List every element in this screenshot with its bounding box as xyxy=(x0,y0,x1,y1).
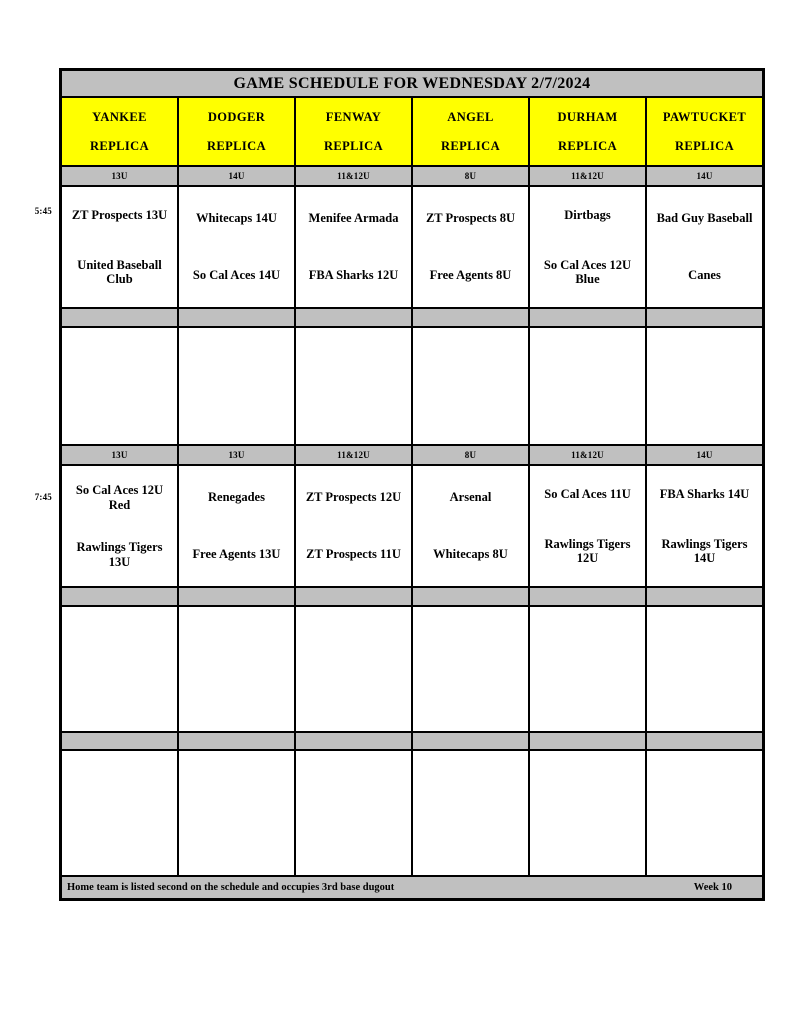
away-team: So Cal Aces 11U xyxy=(544,486,631,501)
separator-cell xyxy=(62,588,177,605)
schedule-table xyxy=(59,68,765,901)
game-cell xyxy=(530,187,645,307)
game-cell xyxy=(296,187,411,307)
home-team: Rawlings Tigers 12U xyxy=(544,536,631,565)
separator-cell xyxy=(647,588,762,605)
empty-cell xyxy=(62,328,177,444)
separator-cell xyxy=(179,309,294,326)
separator-cell xyxy=(530,733,645,749)
division-cell: 14U xyxy=(647,167,762,185)
empty-cell xyxy=(179,751,294,875)
game-cell xyxy=(647,466,762,586)
empty-cell xyxy=(179,328,294,444)
away-team: ZT Prospects 8U xyxy=(425,211,516,226)
separator-cell xyxy=(647,733,762,749)
week-label: Week 10 xyxy=(693,882,732,893)
home-team: Rawlings Tigers 13U xyxy=(76,540,163,569)
division-cell: 13U xyxy=(179,446,294,464)
game-cell xyxy=(62,466,177,586)
division-cell: 13U xyxy=(62,446,177,464)
venue-sublabel: REPLICA xyxy=(89,138,150,153)
home-team: Whitecaps 8U xyxy=(433,547,508,562)
separator-cell xyxy=(296,733,411,749)
division-cell: 14U xyxy=(179,167,294,185)
empty-cell xyxy=(530,607,645,731)
division-cell: 13U xyxy=(62,167,177,185)
away-team: ZT Prospects 13U xyxy=(71,207,168,222)
separator-cell xyxy=(530,588,645,605)
venue-header-fenway xyxy=(296,98,411,165)
venue-name: FENWAY xyxy=(325,109,382,124)
division-cell: 8U xyxy=(413,167,528,185)
game-cell xyxy=(530,466,645,586)
empty-cell xyxy=(413,751,528,875)
home-team: FBA Sharks 12U xyxy=(308,268,399,283)
home-team: Free Agents 13U xyxy=(192,547,281,562)
schedule-title: GAME SCHEDULE FOR WEDNESDAY 2/7/2024 xyxy=(62,71,762,96)
venue-header-dodger xyxy=(179,98,294,165)
division-cell: 14U xyxy=(647,446,762,464)
empty-cell xyxy=(530,328,645,444)
game-cell xyxy=(62,187,177,307)
venue-header-angel xyxy=(413,98,528,165)
away-team: Dirtbags xyxy=(564,207,611,222)
away-team: Arsenal xyxy=(449,490,492,505)
empty-cell xyxy=(530,751,645,875)
division-cell: 11&12U xyxy=(296,446,411,464)
venue-sublabel: REPLICA xyxy=(206,138,267,153)
separator-cell xyxy=(296,588,411,605)
empty-cell xyxy=(179,607,294,731)
venue-name: PAWTUCKET xyxy=(662,109,747,124)
separator-cell xyxy=(413,588,528,605)
venue-sublabel: REPLICA xyxy=(323,138,384,153)
home-team: Canes xyxy=(688,268,721,283)
venue-header-pawtucket xyxy=(647,98,762,165)
venue-sublabel: REPLICA xyxy=(557,138,618,153)
separator-cell xyxy=(179,588,294,605)
game-cell xyxy=(179,187,294,307)
venue-name: YANKEE xyxy=(92,109,147,124)
venue-header-yankee xyxy=(62,98,177,165)
separator-cell xyxy=(62,733,177,749)
home-team: Free Agents 8U xyxy=(429,268,512,283)
empty-cell xyxy=(647,328,762,444)
empty-cell xyxy=(296,751,411,875)
venue-name: DODGER xyxy=(207,109,266,124)
separator-cell xyxy=(179,733,294,749)
away-team: FBA Sharks 14U xyxy=(659,486,750,501)
footer-note: Home team is listed second on the schedule and occupies 3rd base dugout xyxy=(67,882,395,893)
separator-cell xyxy=(413,733,528,749)
empty-cell xyxy=(296,607,411,731)
away-team: So Cal Aces 12U Red xyxy=(75,483,164,512)
division-cell: 11&12U xyxy=(296,167,411,185)
game-cell xyxy=(413,466,528,586)
separator-cell xyxy=(296,309,411,326)
separator-cell xyxy=(413,309,528,326)
venue-sublabel: REPLICA xyxy=(440,138,501,153)
home-team: United Baseball Club xyxy=(77,257,162,286)
game-cell xyxy=(296,466,411,586)
empty-cell xyxy=(647,751,762,875)
venue-header-durham xyxy=(530,98,645,165)
division-cell: 8U xyxy=(413,446,528,464)
game-cell xyxy=(413,187,528,307)
separator-cell xyxy=(530,309,645,326)
away-team: Bad Guy Baseball xyxy=(656,211,753,226)
venue-name: ANGEL xyxy=(447,109,494,124)
home-team: So Cal Aces 12U Blue xyxy=(543,257,632,286)
division-cell: 11&12U xyxy=(530,446,645,464)
empty-cell xyxy=(413,607,528,731)
empty-cell xyxy=(647,607,762,731)
division-cell: 11&12U xyxy=(530,167,645,185)
away-team: Whitecaps 14U xyxy=(196,211,277,226)
venue-sublabel: REPLICA xyxy=(674,138,735,153)
game-cell xyxy=(647,187,762,307)
away-team: ZT Prospects 12U xyxy=(305,490,402,505)
separator-cell xyxy=(647,309,762,326)
separator-cell xyxy=(62,309,177,326)
venue-name: DURHAM xyxy=(557,109,618,124)
empty-cell xyxy=(62,751,177,875)
empty-cell xyxy=(413,328,528,444)
home-team: Rawlings Tigers 14U xyxy=(661,536,748,565)
away-team: Renegades xyxy=(208,490,265,505)
home-team: So Cal Aces 14U xyxy=(192,268,281,283)
time-label-first-slot: 5:45 xyxy=(34,206,52,216)
time-label-second-slot: 7:45 xyxy=(34,492,52,502)
empty-cell xyxy=(62,607,177,731)
empty-cell xyxy=(296,328,411,444)
home-team: ZT Prospects 11U xyxy=(306,547,401,562)
game-cell xyxy=(179,466,294,586)
footer-bar xyxy=(62,877,762,898)
away-team: Menifee Armada xyxy=(308,211,399,226)
